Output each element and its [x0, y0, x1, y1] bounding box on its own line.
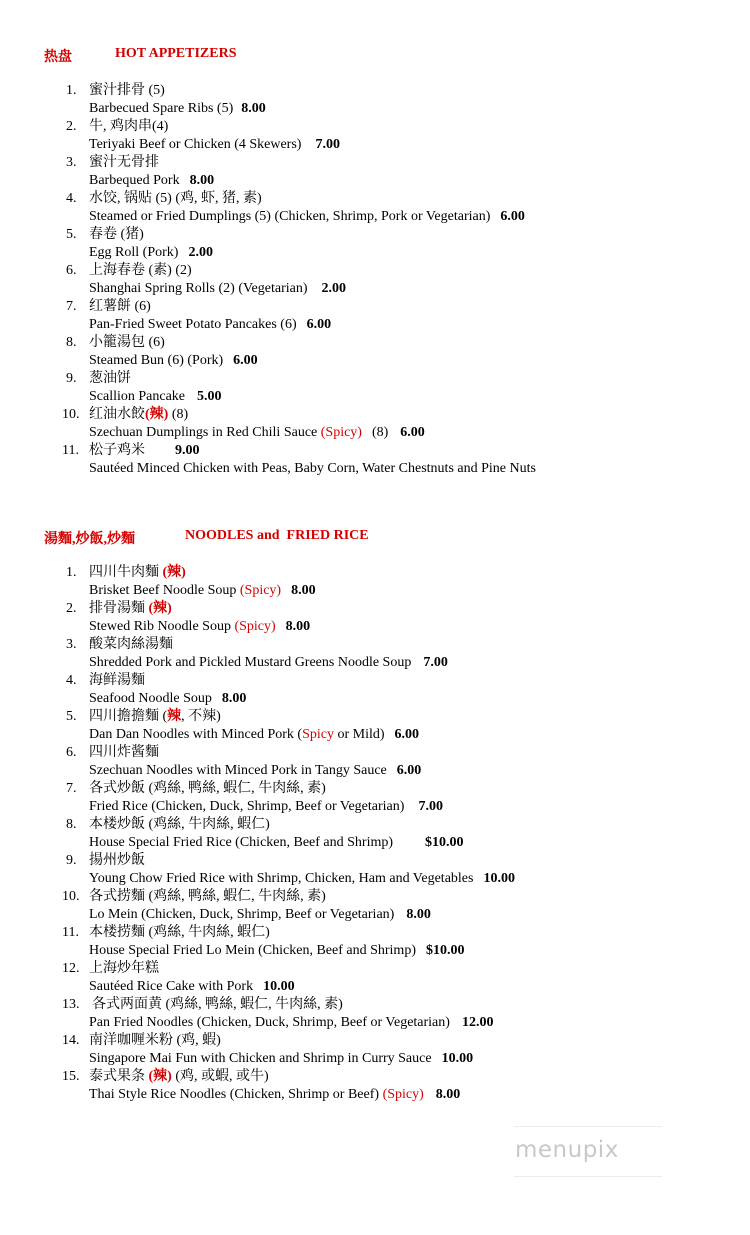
item-number: 3. [66, 637, 77, 652]
item-line-en [89, 618, 310, 636]
item-name-cn: 上海炒年糕 [89, 961, 159, 976]
item-name-en: Seafood Noodle Soup [89, 691, 212, 706]
item-number: 9. [66, 371, 77, 386]
item-price: 8.00 [241, 101, 266, 116]
item-name-en: Egg Roll (Pork) [89, 245, 179, 260]
item-name-cn: 四川炸酱麵 [89, 745, 159, 760]
item-number: 6. [66, 745, 77, 760]
item-number: 7. [66, 299, 77, 314]
item-number: 15. [62, 1069, 80, 1084]
item-number: 11. [62, 925, 79, 940]
item-name-cn: 酸菜肉絲湯麵 [89, 637, 173, 652]
item-line-en [89, 208, 525, 226]
item-price: 6.00 [394, 727, 420, 742]
item-line-en [89, 316, 331, 334]
item-name-en: Brisket Beef Noodle Soup [89, 583, 240, 598]
watermark-rule-bottom [514, 1176, 662, 1177]
spicy-marker-cn: (辣) [148, 601, 172, 616]
item-name-cn: 排骨湯麵 [89, 601, 149, 616]
item-qty-en: (8) [371, 425, 389, 440]
item-number: 4. [66, 191, 77, 206]
item-name-cn: 泰式果条 [89, 1069, 149, 1084]
item-line-en [89, 136, 340, 154]
menu-item [0, 154, 750, 190]
item-name-cn: 红油水餃 [89, 407, 145, 422]
item-name-cn-line [89, 442, 200, 460]
item-name-cn: 春卷 (猪) [89, 227, 144, 242]
item-line-en [89, 690, 246, 708]
item-name-cn: 本楼捞麵 (鸡絲, 牛肉絲, 蝦仁) [89, 925, 270, 940]
item-name-cn-line [89, 406, 188, 424]
menu-item [0, 190, 750, 226]
item-name-cn: 各式捞麵 (鸡絲, 鸭絲, 蝦仁, 牛肉絲, 素) [89, 889, 326, 904]
spicy-marker-cn: 辣 [167, 709, 182, 724]
item-name-cn-line [89, 708, 221, 726]
item-name-en: Pan Fried Noodles (Chicken, Duck, Shrimp, Beef or Vegetarian) [89, 1015, 450, 1030]
item-name-cn: 上海春卷 (素) (2) [89, 263, 192, 278]
item-line-en [89, 906, 431, 924]
item-number: 7. [66, 781, 77, 796]
item-name-en: Szechuan Noodles with Minced Pork in Tangy Sauce [89, 763, 387, 778]
item-name-en: Steamed Bun (6) (Pork) [89, 353, 224, 368]
spicy-marker-en: (Spicy) [320, 425, 362, 440]
item-line-en [89, 762, 421, 780]
item-name-cn: 蜜汁无骨排 [89, 155, 159, 170]
item-line-en [89, 244, 213, 262]
item-name-en: Stewed Rib Noodle Soup [89, 619, 235, 634]
item-name-cn: 南洋咖喱米粉 (鸡, 蝦) [89, 1033, 221, 1048]
item-name-en: Szechuan Dumplings in Red Chili Sauce [89, 425, 321, 440]
item-name-en: Scallion Pancake [89, 389, 186, 404]
item-line-en [89, 1086, 460, 1104]
item-number: 3. [66, 155, 77, 170]
item-number: 8. [66, 335, 77, 350]
item-name-cn: 各式两面黄 (鸡絲, 鸭絲, 蝦仁, 牛肉絲, 素) [92, 997, 343, 1012]
item-price: 6.00 [400, 425, 425, 440]
item-name-cn: 红薯餅 (6) [89, 299, 151, 314]
item-line-en [89, 942, 464, 960]
item-name-en: Steamed or Fried Dumplings (5) (Chicken, Shrimp, Pork or Vegetarian) [89, 209, 491, 224]
item-name-en-rest: or Mild) [333, 727, 385, 742]
item-line-en [89, 424, 425, 442]
item-name-cn-rest: (鸡, 或蝦, 或牛) [171, 1069, 269, 1084]
menupix-watermark: menupix [515, 1137, 619, 1163]
item-number: 10. [62, 889, 80, 904]
item-name-en: Barbecued Spare Ribs (5) [89, 101, 234, 116]
item-name-cn: 松子鸡米 [89, 443, 145, 458]
item-name-cn-line [89, 600, 172, 618]
item-name-en: Barbequed Pork [89, 173, 180, 188]
item-number: 6. [66, 263, 77, 278]
item-name-en: Fried Rice (Chicken, Duck, Shrimp, Beef or Vegetarian) [89, 799, 405, 814]
item-price: 8.00 [291, 583, 316, 598]
appetizers-title-cn: 热盘 [44, 50, 72, 65]
item-price: 6.00 [396, 763, 422, 778]
item-name-cn-rest: , 不辣) [181, 709, 221, 724]
item-name-cn-line [89, 564, 186, 582]
item-name-en: Young Chow Fried Rice with Shrimp, Chicken, Ham and Vegetables [89, 871, 474, 886]
spicy-marker-en: (Spicy) [382, 1087, 424, 1102]
item-name-cn-line [89, 1068, 269, 1086]
item-name-en: House Special Fried Rice (Chicken, Beef and Shrimp) [89, 835, 394, 850]
item-name-en: Dan Dan Noodles with Minced Pork ( [89, 727, 303, 742]
item-price: $10.00 [425, 835, 464, 850]
item-price: 12.00 [461, 1015, 494, 1030]
item-line-en [89, 654, 448, 672]
item-price: 5.00 [197, 389, 222, 404]
item-line-en [89, 798, 443, 816]
item-price: 6.00 [500, 209, 525, 224]
item-price: 6.00 [233, 353, 258, 368]
item-price: 8.00 [406, 907, 431, 922]
item-line-en [89, 172, 214, 190]
item-name-cn: 四川擔擔麵 ( [89, 709, 168, 724]
item-number: 4. [66, 673, 77, 688]
item-price: 10.00 [483, 871, 515, 886]
menu-item [0, 298, 750, 334]
item-price: 6.00 [306, 317, 332, 332]
item-name-en: Sautéed Rice Cake with Pork [89, 979, 254, 994]
item-line-en [89, 352, 258, 370]
appetizers-title-en: HOT APPETIZERS [115, 46, 237, 61]
menu-item [0, 82, 750, 118]
item-number: 2. [66, 601, 77, 616]
item-line-en [89, 834, 464, 852]
item-price: 9.00 [175, 443, 200, 458]
item-name-en: Thai Style Rice Noodles (Chicken, Shrimp or Beef) [89, 1087, 383, 1102]
spicy-marker-en: (Spicy) [239, 583, 282, 598]
item-price: 7.00 [315, 137, 340, 152]
item-name-cn: 海鲜湯麵 [89, 673, 145, 688]
item-name-cn: 小籠湯包 (6) [89, 335, 165, 350]
spicy-marker-cn: (辣) [145, 407, 169, 422]
noodles-heading [44, 528, 369, 548]
item-qty-cn: (8) [168, 407, 189, 422]
item-name-cn: 各式炒飯 (鸡絲, 鸭絲, 蝦仁, 牛肉絲, 素) [89, 781, 326, 796]
item-number: 1. [66, 83, 77, 98]
menu-item [0, 118, 750, 154]
menu-item [0, 406, 750, 442]
item-number: 5. [66, 227, 77, 242]
item-price: 8.00 [221, 691, 247, 706]
item-number: 2. [66, 119, 77, 134]
item-number: 5. [66, 709, 77, 724]
item-line-en [89, 582, 316, 600]
item-name-en: Shredded Pork and Pickled Mustard Greens Noodle Soup [89, 655, 412, 670]
item-name-en: Singapore Mai Fun with Chicken and Shrimp in Curry Sauce [89, 1051, 432, 1066]
item-price: 8.00 [285, 619, 311, 634]
menu-item [0, 334, 750, 370]
item-price: $10.00 [425, 943, 465, 958]
item-name-en: Lo Mein (Chicken, Duck, Shrimp, Beef or Vegetarian) [89, 907, 395, 922]
item-line-en [89, 726, 419, 744]
item-name-cn: 揚州炒飯 [89, 853, 145, 868]
item-price: 2.00 [321, 281, 347, 296]
item-number: 9. [66, 853, 77, 868]
item-number: 1. [66, 565, 77, 580]
item-name-cn: 蜜汁排骨 (5) [89, 83, 165, 98]
item-number: 14. [62, 1033, 80, 1048]
spicy-marker-cn: (辣) [162, 565, 186, 580]
menu-item [0, 226, 750, 262]
item-number: 12. [62, 961, 80, 976]
menu-item [0, 262, 750, 298]
noodles-title-en: NOODLES and FRIED RICE [185, 528, 369, 543]
menu-item [0, 442, 750, 478]
item-line-en [89, 388, 222, 406]
appetizers-heading [44, 46, 237, 66]
item-name-en: House Special Fried Lo Mein (Chicken, Beef and Shrimp) [89, 943, 416, 958]
item-name-en: Teriyaki Beef or Chicken (4 Skewers) [89, 137, 302, 152]
item-name-en: Pan-Fried Sweet Potato Pancakes (6) [89, 317, 297, 332]
spicy-marker-en: Spicy [302, 727, 334, 742]
item-name-cn: 牛, 鸡肉串(4) [89, 119, 169, 134]
appetizers-list [0, 82, 750, 478]
item-name-cn: 葱油饼 [89, 371, 131, 386]
item-name-cn: 四川牛肉麵 [89, 565, 163, 580]
item-line-en [89, 100, 266, 118]
item-name-cn: 水饺, 锅贴 (5) (鸡, 虾, 猪, 素) [89, 191, 262, 206]
item-number: 11. [62, 443, 79, 458]
item-price: 10.00 [441, 1051, 474, 1066]
item-price: 2.00 [188, 245, 213, 260]
item-line-en [89, 1050, 473, 1068]
menu-item [0, 370, 750, 406]
item-price: 10.00 [263, 979, 295, 994]
item-line-en [89, 280, 346, 298]
spicy-marker-en: (Spicy) [234, 619, 276, 634]
item-number: 10. [62, 407, 80, 422]
item-name-cn: 本楼炒飯 (鸡絲, 牛肉絲, 蝦仁) [89, 817, 270, 832]
item-line-en [89, 978, 295, 996]
item-price: 8.00 [189, 173, 215, 188]
item-name-en: Sautéed Minced Chicken with Peas, Baby Corn, Water Chestnuts and Pine Nuts [89, 461, 536, 476]
item-number: 8. [66, 817, 77, 832]
item-line-en [89, 870, 515, 888]
item-price: 7.00 [418, 799, 443, 814]
item-line-en [89, 1014, 493, 1032]
item-price: 7.00 [423, 655, 448, 670]
spicy-marker-cn: (辣) [148, 1069, 172, 1084]
item-price: 8.00 [435, 1087, 461, 1102]
watermark-rule-top [514, 1126, 662, 1127]
item-number: 13. [62, 997, 80, 1012]
item-name-en: Shanghai Spring Rolls (2) (Vegetarian) [89, 281, 308, 296]
noodles-title-cn: 湯麵,炒飯,炒麵 [44, 532, 135, 547]
